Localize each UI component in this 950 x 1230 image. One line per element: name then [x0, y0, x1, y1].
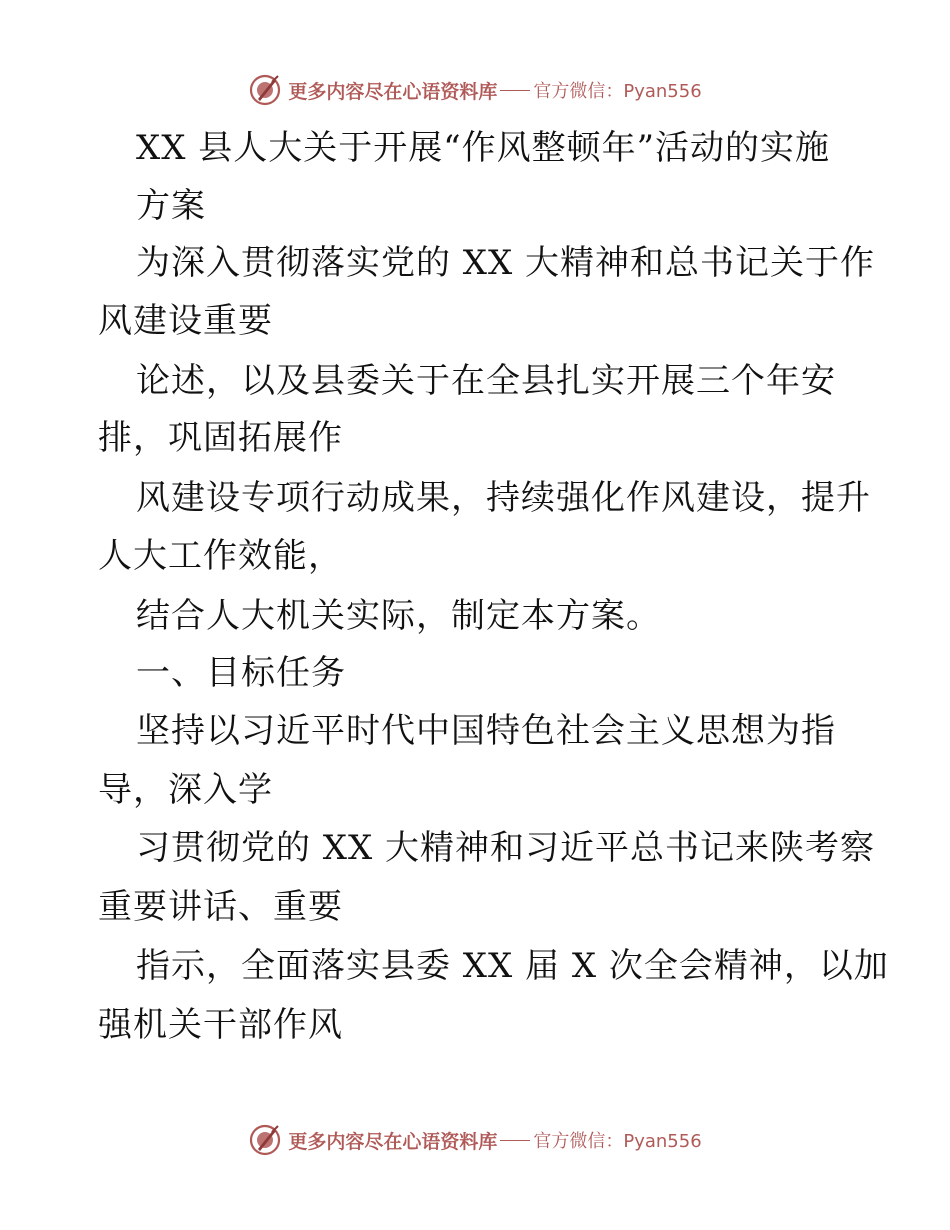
doc-line: 坚持以习近平时代中国特色社会主义思想为指: [136, 711, 836, 751]
pen-logo-icon: [248, 1123, 282, 1157]
doc-line: 重要讲话、重要: [98, 887, 343, 927]
doc-line: 强机关干部作风: [98, 1005, 343, 1045]
doc-line: 导，深入学: [98, 770, 273, 810]
doc-title-line-1: XX 县人大关于开展“作风整顿年”活动的实施: [136, 128, 830, 168]
watermark-brand-text: 更多内容尽在心语资料库: [288, 1130, 498, 1153]
doc-line: 习贯彻党的 XX 大精神和习近平总书记来陕考察: [136, 828, 876, 868]
footer-watermark: [0, 1120, 950, 1160]
watermark-wechat-text: 官方微信：Pyan556: [533, 81, 702, 102]
watermark-separator: [500, 90, 530, 91]
doc-line: 人大工作效能，: [98, 536, 343, 576]
doc-line: 排，巩固拓展作: [98, 418, 343, 458]
doc-title-line-2: 方案: [136, 186, 206, 226]
watermark-brand-text: 更多内容尽在心语资料库: [288, 80, 498, 103]
doc-line: 风建设重要: [98, 301, 273, 341]
doc-line: 指示，全面落实县委 XX 届 X 次全会精神，以加: [136, 946, 889, 986]
header-watermark: [0, 70, 950, 110]
pen-logo-icon: [248, 73, 282, 107]
watermark-wechat-text: 官方微信：Pyan556: [533, 1131, 702, 1152]
watermark-separator: [500, 1140, 530, 1141]
doc-line: 论述，以及县委关于在全县扎实开展三个年安: [136, 361, 836, 401]
doc-line: 风建设专项行动成果，持续强化作风建设，提升: [136, 478, 871, 518]
doc-line: 结合人大机关实际，制定本方案。: [136, 596, 661, 636]
section-heading: 一、目标任务: [136, 653, 346, 693]
doc-line: 为深入贯彻落实党的 XX 大精神和总书记关于作: [136, 243, 876, 283]
